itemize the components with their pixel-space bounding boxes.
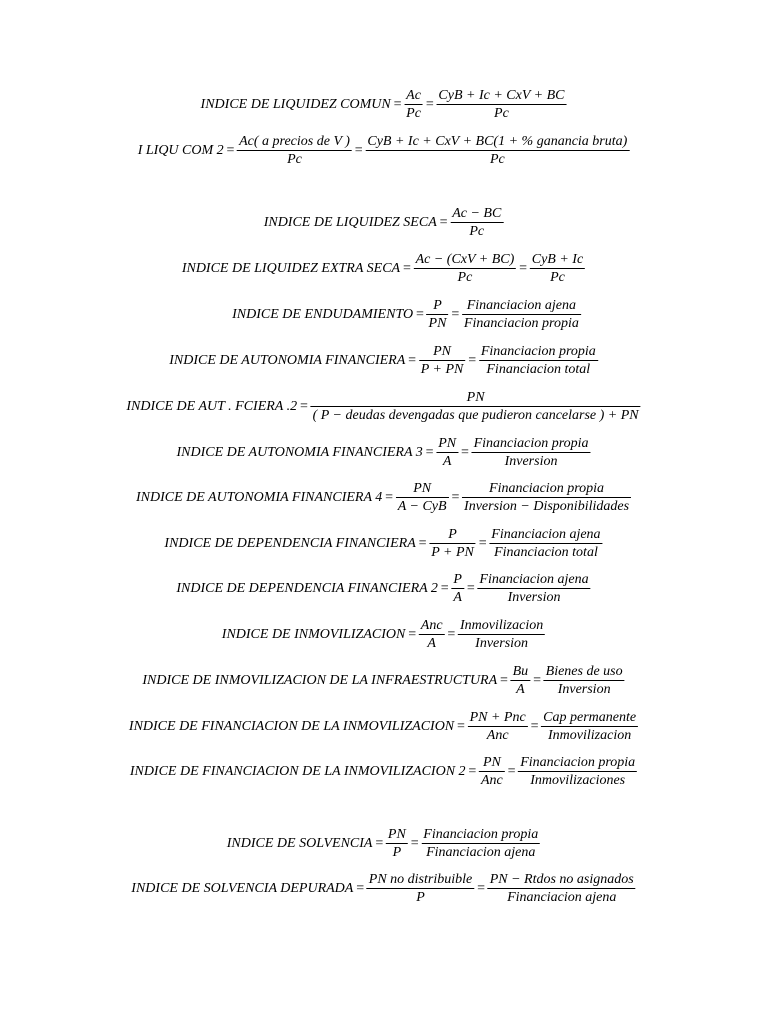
fraction-denominator: Anc <box>481 773 503 788</box>
formula-13 <box>142 664 625 697</box>
equals-sign: = <box>407 626 417 642</box>
formula-6 <box>169 344 599 377</box>
fraction-denominator: A <box>453 590 462 605</box>
fraction <box>311 390 641 423</box>
fraction-denominator: A − CyB <box>397 499 447 514</box>
equals-sign: = <box>424 444 435 460</box>
fraction-numerator: PN <box>387 827 406 842</box>
fraction-denominator: Anc <box>468 726 528 743</box>
fraction-denominator: A <box>419 634 445 651</box>
fraction <box>544 664 625 697</box>
fraction-numerator: PN <box>433 344 451 359</box>
fraction-numerator: Financiacion propia <box>423 827 539 842</box>
fraction <box>462 298 581 331</box>
fraction <box>436 436 458 469</box>
fraction-denominator: P + PN <box>420 362 464 377</box>
equals-sign: = <box>499 672 509 688</box>
fraction <box>237 134 352 167</box>
formula-12 <box>222 618 546 651</box>
formula-label: I LIQU COM 2 <box>137 142 224 158</box>
fraction <box>414 252 517 285</box>
fraction-numerator: PN <box>466 390 485 405</box>
fraction <box>396 481 449 514</box>
fraction-denominator: P <box>367 888 474 905</box>
equals-sign: = <box>415 306 425 322</box>
formula-15 <box>130 755 638 788</box>
formula-label: INDICE DE AUTONOMIA FINANCIERA <box>169 352 406 368</box>
equals-sign: = <box>424 96 435 112</box>
fraction <box>488 872 636 905</box>
fraction <box>419 344 466 377</box>
fraction-numerator: PN <box>413 481 432 496</box>
formula-label: INDICE DE ENDUDAMIENTO <box>232 306 414 322</box>
equals-sign: = <box>353 142 364 158</box>
equals-sign: = <box>467 763 477 779</box>
fraction <box>429 527 476 560</box>
fraction-numerator: PN − Rtdos no asignados <box>489 872 634 887</box>
formula-17 <box>131 872 636 905</box>
fraction-denominator: Pc <box>237 150 352 167</box>
formula-3 <box>264 206 505 239</box>
fraction-numerator: CyB + Ic <box>531 252 584 267</box>
formula-label: INDICE DE INMOVILIZACION <box>221 626 406 642</box>
equals-sign: = <box>450 489 461 505</box>
fraction-numerator: Financiacion ajena <box>466 298 577 313</box>
equals-sign: = <box>374 835 384 851</box>
fraction-denominator: Financiacion total <box>479 360 598 377</box>
fraction <box>365 134 629 167</box>
fraction-denominator: Inversion <box>477 588 590 605</box>
fraction-denominator: Pc <box>450 222 503 239</box>
formula-11 <box>176 572 591 605</box>
formula-8 <box>176 436 591 469</box>
fraction-denominator: Inversion <box>458 634 545 651</box>
equals-sign: = <box>446 626 456 642</box>
fraction <box>386 827 408 860</box>
fraction <box>530 252 585 285</box>
fraction-denominator: Financiacion total <box>489 543 602 560</box>
fraction-denominator: A <box>436 452 458 469</box>
fraction <box>518 755 637 788</box>
fraction-numerator: Ac( a precios de V ) <box>239 134 350 149</box>
formula-5 <box>232 298 582 331</box>
fraction-numerator: CyB + Ic + CxV + BC <box>438 88 565 103</box>
formula-16 <box>227 827 541 860</box>
fraction-numerator: Financiacion propia <box>473 436 589 451</box>
equals-sign: = <box>456 718 466 734</box>
fraction <box>468 710 528 743</box>
formula-label: INDICE DE DEPENDENCIA FINANCIERA <box>164 535 416 551</box>
formula-7 <box>126 390 641 423</box>
fraction <box>404 88 423 121</box>
equals-sign: = <box>477 535 488 551</box>
formula-2 <box>138 134 631 167</box>
fraction-numerator: Financiacion propia <box>520 755 636 770</box>
fraction-numerator: PN <box>482 755 501 770</box>
fraction-denominator: PN <box>428 316 447 331</box>
fraction <box>427 298 449 331</box>
fraction <box>541 710 638 743</box>
fraction-numerator: P <box>453 572 462 587</box>
fraction <box>450 206 503 239</box>
fraction-numerator: PN <box>438 436 457 451</box>
formula-9 <box>136 481 632 514</box>
fraction-numerator: Ac − (CxV + BC) <box>415 252 515 267</box>
fraction-numerator: Financiacion propia <box>489 481 605 496</box>
formula-label: INDICE DE SOLVENCIA DEPURADA <box>131 880 354 896</box>
formula-label: INDICE DE LIQUIDEZ SECA <box>263 214 437 230</box>
fraction <box>489 527 602 560</box>
fraction <box>436 88 566 121</box>
formula-label: INDICE DE INMOVILIZACION DE LA INFRAESTRUCTURA <box>142 672 498 688</box>
fraction <box>477 572 590 605</box>
fraction-numerator: Bienes de uso <box>545 664 623 679</box>
fraction-denominator: Financiacion propia <box>463 316 579 331</box>
equals-sign: = <box>506 763 517 779</box>
equals-sign: = <box>402 260 412 276</box>
formula-label: INDICE DE FINANCIACION DE LA INMOVILIZACION 2 <box>129 763 466 779</box>
fraction <box>419 618 445 651</box>
formula-label: INDICE DE LIQUIDEZ EXTRA SECA <box>181 260 401 276</box>
fraction-denominator: Pc <box>365 150 629 167</box>
formula-label: INDICE DE AUTONOMIA FINANCIERA 4 <box>135 489 383 505</box>
equals-sign: = <box>407 352 417 368</box>
fraction-denominator: Financiacion ajena <box>421 843 540 860</box>
equals-sign: = <box>460 444 470 460</box>
fraction-denominator: P + PN <box>431 545 474 560</box>
equals-sign: = <box>355 880 365 896</box>
fraction-denominator: Pc <box>406 106 421 121</box>
fraction-denominator: Inversion <box>544 680 625 697</box>
fraction-denominator: Inversion − Disponibilidades <box>464 499 630 514</box>
fraction-denominator: Financiacion ajena <box>488 888 636 905</box>
fraction-numerator: Inmovilizacion <box>460 618 544 633</box>
fraction-denominator: Inversion <box>472 452 591 469</box>
fraction <box>367 872 474 905</box>
fraction-numerator: P <box>433 298 442 313</box>
fraction-numerator: Bu <box>512 664 529 679</box>
formula-label: INDICE DE AUTONOMIA FINANCIERA 3 <box>176 444 423 460</box>
fraction <box>458 618 545 651</box>
formula-label: INDICE DE LIQUIDEZ COMUN <box>200 96 391 112</box>
equals-sign: = <box>518 260 528 276</box>
fraction-numerator: P <box>448 527 457 542</box>
fraction-denominator: Pc <box>414 268 517 285</box>
fraction-numerator: Anc <box>420 618 443 633</box>
fraction-numerator: PN + Pnc <box>469 710 526 725</box>
fraction-denominator: Inmovilizaciones <box>518 771 637 788</box>
fraction-numerator: Ac <box>406 88 421 103</box>
fraction-denominator: Pc <box>436 104 566 121</box>
equals-sign: = <box>225 142 236 158</box>
formula-4 <box>182 252 586 285</box>
equals-sign: = <box>450 306 460 322</box>
equals-sign: = <box>392 96 403 112</box>
fraction-numerator: Financiacion ajena <box>479 572 589 587</box>
fraction <box>479 344 598 377</box>
fraction-denominator: ( P − deudas devengadas que pudieron cancelarse ) + PN <box>312 408 639 423</box>
fraction-numerator: CyB + Ic + CxV + BC(1 + % ganancia bruta) <box>367 134 628 149</box>
formula-14 <box>129 710 639 743</box>
fraction-denominator: P <box>386 843 408 860</box>
equals-sign: = <box>529 718 540 734</box>
equals-sign: = <box>417 535 428 551</box>
formula-label: INDICE DE AUT . FCIERA .2 <box>126 398 298 414</box>
fraction <box>511 664 531 697</box>
formula-label: INDICE DE FINANCIACION DE LA INMOVILIZACION <box>128 718 455 734</box>
fraction <box>462 481 631 514</box>
equals-sign: = <box>465 580 476 596</box>
fraction <box>472 436 591 469</box>
fraction-numerator: PN no distribuible <box>368 872 473 887</box>
fraction <box>451 572 464 605</box>
fraction-denominator: A <box>511 680 531 697</box>
equals-sign: = <box>299 398 309 414</box>
fraction <box>421 827 540 860</box>
fraction-numerator: Cap permanente <box>543 710 637 725</box>
fraction-numerator: Financiacion propia <box>480 344 596 359</box>
equals-sign: = <box>438 214 449 230</box>
equals-sign: = <box>384 489 394 505</box>
equals-sign: = <box>476 880 486 896</box>
equals-sign: = <box>439 580 450 596</box>
equals-sign: = <box>409 835 420 851</box>
formula-10 <box>164 527 603 560</box>
formula-label: INDICE DE SOLVENCIA <box>226 835 373 851</box>
equals-sign: = <box>467 352 477 368</box>
fraction-denominator: Pc <box>530 268 585 285</box>
formula-1 <box>201 88 568 121</box>
equals-sign: = <box>532 672 542 688</box>
fraction-numerator: Financiacion ajena <box>491 527 601 542</box>
fraction-numerator: Ac − BC <box>452 206 502 221</box>
fraction-denominator: Inmovilizacion <box>541 726 638 743</box>
fraction <box>479 755 505 788</box>
formula-label: INDICE DE DEPENDENCIA FINANCIERA 2 <box>176 580 438 596</box>
